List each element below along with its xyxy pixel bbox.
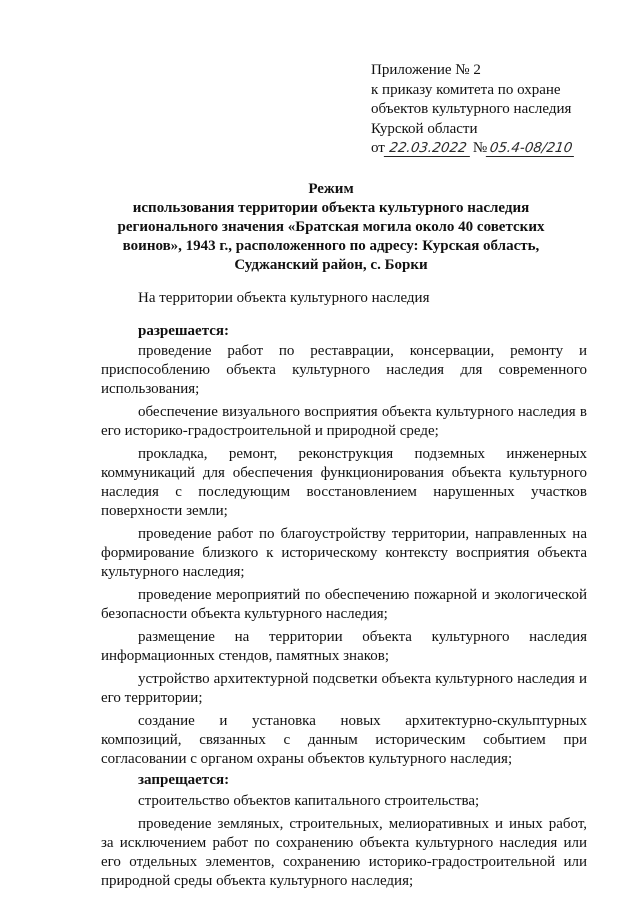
intro-text: На территории объекта культурного наследия — [138, 290, 430, 306]
handwritten-date: 22.03.2022 — [384, 140, 472, 157]
allowed-item-7: устройство архитектурной подсветки объекта культурного наследия и его территории; — [101, 671, 587, 706]
from-label: от — [371, 140, 385, 156]
title-line-3: регионального значения «Братская могила около 40 советских — [117, 219, 545, 235]
allowed-item-2: обеспечение визуального восприятия объекта культурного наследия в его историко-градостроительной и природной среде; — [101, 404, 587, 439]
appendix-order-ref: к приказу комитета по охране — [371, 81, 561, 98]
allowed-item-1: проведение работ по реставрации, консервации, ремонту и приспособлению объекта культурного наследия для современного использования; — [101, 343, 587, 397]
handwritten-number: 05.4-08/210 — [486, 140, 576, 157]
number-label: № — [472, 140, 488, 156]
allowed-item-5: проведение мероприятий по обеспечению пожарной и экологической безопасности объекта культурного наследия; — [101, 587, 587, 622]
order-date-number-row — [371, 139, 621, 159]
prohibited-item-1: строительство объектов капитального строительства; — [138, 793, 480, 809]
appendix-header — [371, 61, 621, 159]
appendix-committee: объектов культурного наследия — [371, 101, 572, 117]
title-line-5: Суджанский район, с. Борки — [234, 257, 428, 273]
allowed-item-6: размещение на территории объекта культурного наследия информационных стендов, памятных знаков; — [101, 629, 587, 664]
title-line-1: Режим — [308, 181, 354, 197]
allowed-heading: разрешается: — [138, 323, 230, 339]
regime-body — [101, 322, 587, 895]
title-line-4: воинов», 1943 г., расположенного по адресу: Курская область, — [122, 238, 540, 254]
allowed-item-3: прокладка, ремонт, реконструкция подземных инженерных коммуникаций для обеспечения функционирования объекта культурного наследия с последующим восстановлением нарушенных участков поверхности земли; — [101, 446, 587, 519]
appendix-region: Курской области — [371, 120, 478, 137]
document-title — [100, 180, 562, 275]
title-line-2: использования территории объекта культурного наследия — [132, 200, 530, 216]
allowed-item-4: проведение работ по благоустройству территории, направленных на формирование близкого к историческому контексту восприятия объекта культурного наследия; — [101, 526, 587, 580]
allowed-item-8: создание и установка новых архитектурно-скульптурных композиций, связанных с данным историческим событием при согласовании с органом охраны объектов культурного наследия; — [101, 713, 587, 767]
prohibited-heading: запрещается: — [138, 772, 230, 788]
appendix-number: Приложение № 2 — [371, 62, 481, 78]
prohibited-item-2: проведение земляных, строительных, мелиоративных и иных работ, за исключением работ по сохранению объекта культурного наследия или его отдельных элементов, сохранению историко-градостроительной или природной среды объекта культурного наследия; — [101, 816, 587, 889]
